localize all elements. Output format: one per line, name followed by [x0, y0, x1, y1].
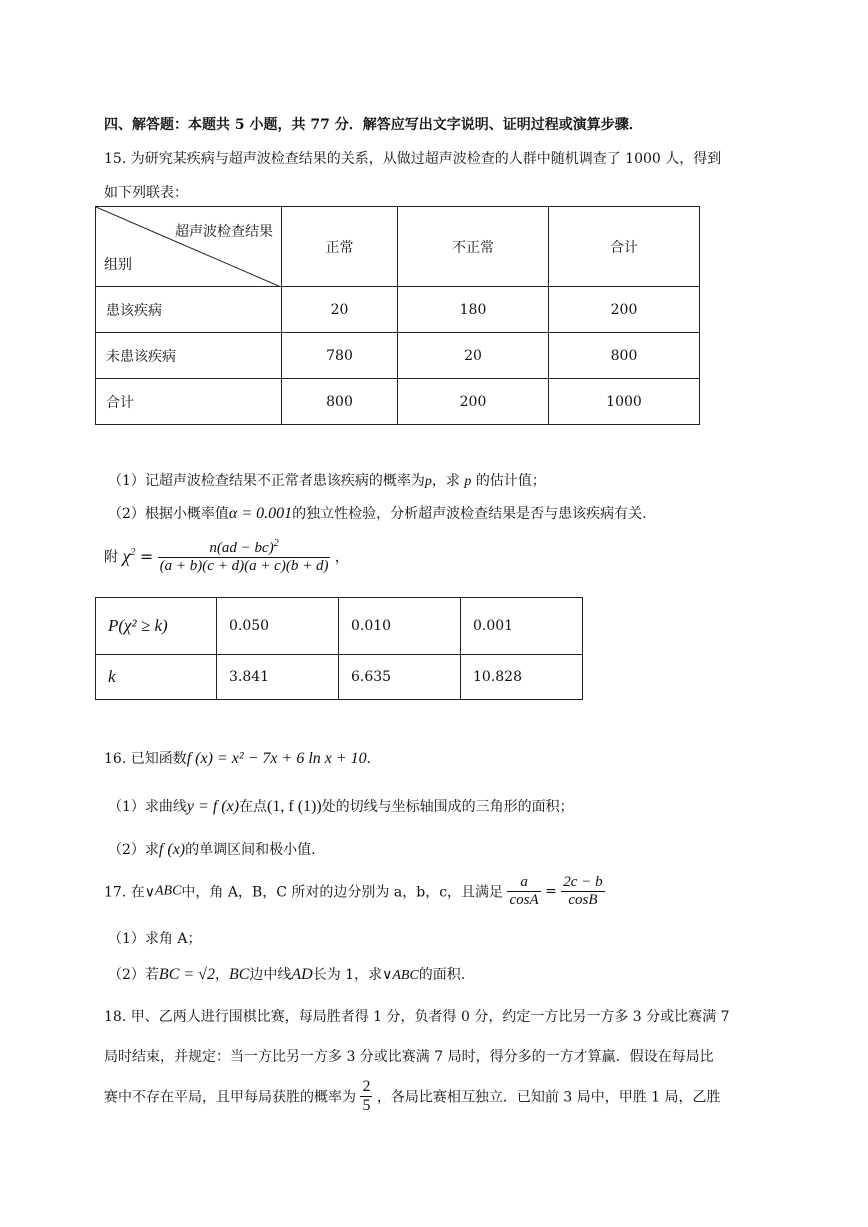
fraction-a-cosA: [507, 874, 540, 909]
formula-fraction: [158, 538, 331, 575]
q18-text: ，各局比赛相互独立．已知前 3 局中，甲胜 1 局，乙胜: [376, 1089, 721, 1106]
header-cell: 不正常: [398, 207, 549, 287]
formula-denominator: (a + b)(c + d)(a + c)(b + d): [159, 558, 329, 574]
q15-part1-text: 的估计值；: [475, 473, 546, 489]
q15-part2-text: （2）根据小概率值: [108, 506, 229, 522]
formula-numerator: n(ad − bc)$^2$: [158, 538, 331, 558]
table-row: [96, 655, 583, 700]
row-label: k: [96, 655, 217, 700]
table-cell: 200: [398, 379, 549, 425]
q16-text: .: [366, 751, 372, 767]
fraction-denominator: cosA: [509, 892, 539, 908]
triangle-name: ABC: [392, 968, 419, 983]
header-cell: 合计: [549, 207, 700, 287]
corner-bottom-label: 组别: [104, 257, 132, 273]
q16-part1-text: 在点: [239, 799, 268, 815]
q16-text: 16. 已知函数: [104, 751, 187, 767]
q16-part2: [108, 839, 316, 859]
q17-part1: （1）求角 A；: [108, 931, 202, 947]
q17-text: 17. 在∨: [104, 884, 155, 901]
var-p: p: [424, 474, 432, 489]
q17-line1: [104, 874, 605, 920]
q17-part2: [108, 964, 465, 984]
q17-part2-text: 的面积.: [418, 967, 466, 983]
triangle-name: ABC: [154, 883, 182, 899]
row-label: 未患该疾病: [96, 333, 282, 379]
q16-part2-text: 的单调区间和极小值.: [185, 842, 316, 858]
q15-part2-text: 的独立性检验，分析超声波检查结果是否与患该疾病有关.: [292, 506, 647, 522]
numerator-text: n(ad − bc): [209, 540, 274, 556]
fraction-2cb-cosB: [561, 874, 604, 909]
q15-line2: 如下列联表：: [104, 185, 188, 201]
q18-text: 赛中不存在平局，且甲每局获胜的概率为: [104, 1089, 356, 1106]
table-cell: 20: [282, 287, 398, 333]
section-heading: 四、解答题：本题共 5 小题，共 77 分．解答应写出文字说明、证明过程或演算步骤．: [104, 117, 643, 133]
critical-value-table: [95, 597, 583, 700]
q18-line2: 局时结束，并规定：当一方比另一方多 3 分或比赛满 7 局时，得分多的一方才算赢．假设在每局比: [104, 1049, 714, 1065]
q17-part2-text: （2）若: [108, 967, 159, 983]
table-cell: 0.050: [217, 598, 339, 655]
q16-line1: [104, 748, 371, 768]
alpha-value: α = 0.001: [228, 505, 293, 522]
chi-square-formula: [104, 538, 349, 588]
equals-sign: =: [545, 883, 557, 900]
table-cell: 0.010: [339, 598, 461, 655]
bc-length: BC = √2: [158, 966, 215, 983]
fraction-numerator: 2: [362, 1078, 371, 1095]
curve-expression: y = f (x): [186, 798, 240, 815]
probability-fraction: [360, 1078, 372, 1115]
q15-line1: 15. 为研究某疾病与超声波检查结果的关系，从做过超声波检查的人群中随机调查了 1000 人，得到: [104, 151, 722, 167]
table-cell: 180: [398, 287, 549, 333]
table-cell: 780: [282, 333, 398, 379]
q15-part1-text: （1）记超声波检查结果不正常者患该疾病的概率为: [108, 473, 425, 489]
q15-part1-text: ，求: [431, 473, 460, 489]
q18-line3: [104, 1078, 721, 1124]
table-cell: 800: [549, 333, 700, 379]
q15-part1: [108, 470, 546, 490]
fraction-denominator: 5: [362, 1097, 371, 1114]
fraction-numerator: a: [507, 874, 540, 892]
q15-part2: [108, 503, 647, 523]
q17-text: 中，角 A，B，C 所对的边分别为 a，b，c，且满足: [181, 884, 504, 901]
table-cell: 800: [282, 379, 398, 425]
var-p: p: [464, 474, 472, 489]
q16-part2-text: （2）求: [108, 842, 159, 858]
fraction-numerator: 2c − b: [563, 874, 603, 890]
diagonal-line: [96, 207, 281, 287]
corner-top-label: 超声波检查结果: [175, 224, 273, 240]
q17-part2-text: 边中线: [249, 967, 292, 983]
q16-part1: [108, 796, 574, 816]
table-cell: 0.001: [461, 598, 583, 655]
table-row: [96, 333, 700, 379]
table-cell: 20: [398, 333, 549, 379]
q15-contingency-table: [95, 206, 700, 425]
point-expression: (1, f (1)): [267, 798, 322, 815]
function-expression: f (x): [158, 841, 186, 858]
formula-suffix: ，: [334, 549, 349, 566]
fraction-denominator: cosB: [568, 892, 598, 908]
q17-part2-text: ，: [214, 967, 229, 983]
chi-letter: χ: [122, 546, 131, 566]
table-cell: 3.841: [217, 655, 339, 700]
table-corner-cell: [96, 207, 282, 287]
row-label: 合计: [96, 379, 282, 425]
formula-equals: =: [139, 547, 154, 566]
table-row: [96, 598, 583, 655]
q16-part1-text: （1）求曲线: [108, 799, 187, 815]
q17-part2-text: 长为 1，求∨: [312, 967, 393, 983]
row-label: 患该疾病: [96, 287, 282, 333]
q18-line1: 18. 甲、乙两人进行围棋比赛，每局胜者得 1 分，负者得 0 分，约定一方比另一方多 3 分或比赛满 7: [104, 1009, 730, 1025]
chi-symbol: $\chi^2$: [122, 546, 136, 566]
segment-bc: BC: [228, 966, 250, 983]
table-cell: 1000: [549, 379, 700, 425]
function-definition: f (x) = x² − 7x + 6 ln x + 10: [186, 750, 367, 767]
formula-prefix: 附: [104, 549, 118, 566]
segment-ad: AD: [291, 966, 313, 983]
table-cell: 6.635: [339, 655, 461, 700]
table-cell: 10.828: [461, 655, 583, 700]
row-label: P(χ² ≥ k): [96, 598, 217, 655]
header-cell: 正常: [282, 207, 398, 287]
table-cell: 200: [549, 287, 700, 333]
table-row: [96, 287, 700, 333]
table-row: [96, 379, 700, 425]
q16-part1-text: 处的切线与坐标轴围成的三角形的面积；: [321, 799, 574, 815]
